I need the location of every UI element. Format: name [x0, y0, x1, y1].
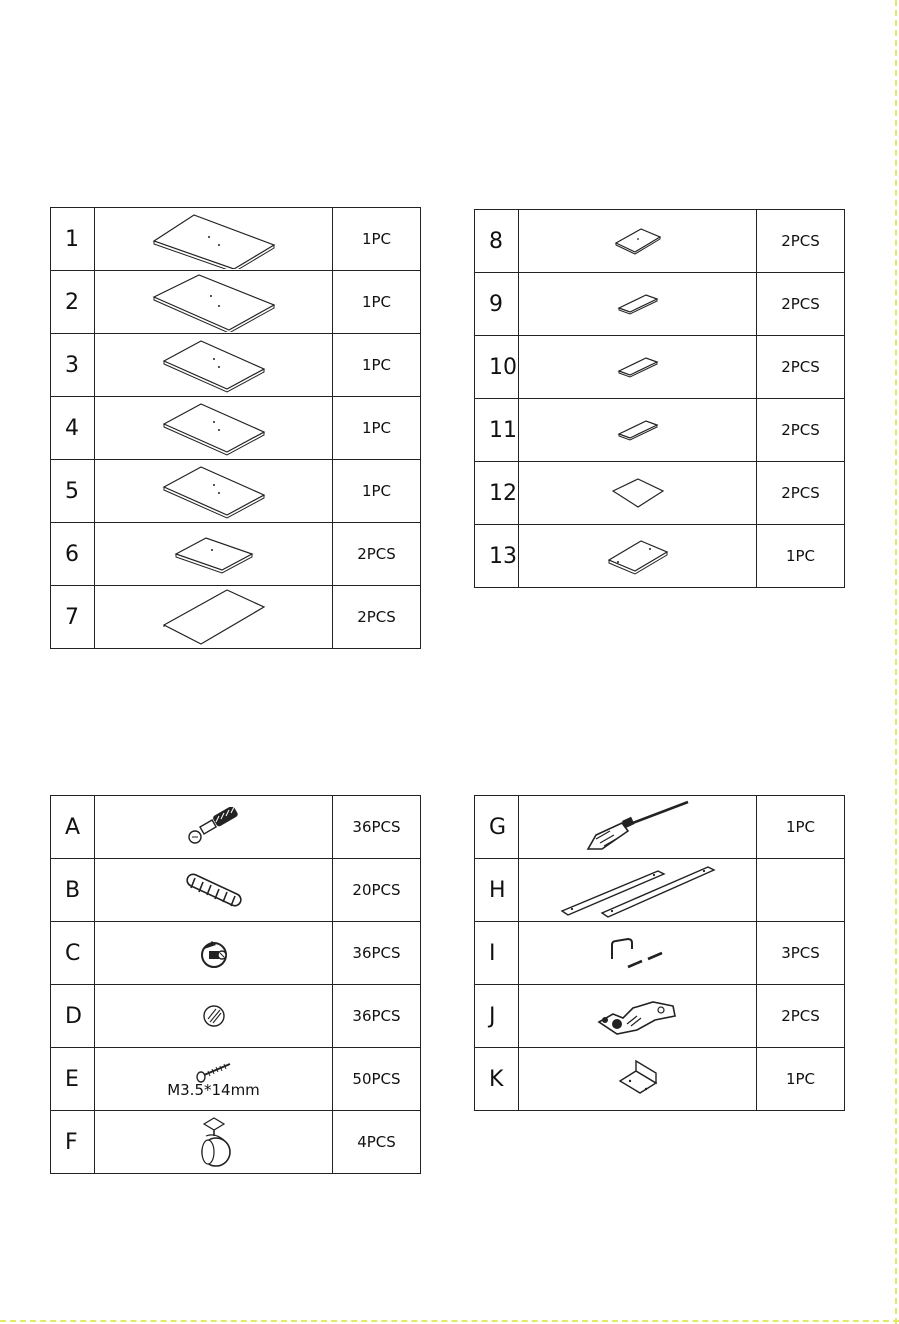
part-quantity: 2PCS — [757, 210, 845, 273]
table-row — [475, 985, 845, 1048]
strip-board-drawing — [519, 273, 757, 336]
part-quantity: 36PCS — [333, 922, 421, 985]
part-quantity: 1PC — [333, 460, 421, 523]
part-quantity: 1PC — [333, 397, 421, 460]
part-letter: B — [51, 859, 95, 922]
small-panel-drawing — [95, 523, 333, 586]
part-letter: G — [475, 796, 519, 859]
table-row — [51, 1048, 421, 1111]
part-number: 8 — [475, 210, 519, 273]
table-row — [475, 922, 845, 985]
table-row — [475, 462, 845, 525]
part-quantity: 4PCS — [333, 1111, 421, 1174]
strip-board-drawing — [519, 399, 757, 462]
square-sheet-drawing — [519, 462, 757, 525]
part-quantity: 1PC — [757, 1048, 845, 1111]
panels-table-right — [474, 209, 845, 588]
table-row — [475, 525, 845, 588]
part-letter: D — [51, 985, 95, 1048]
part-quantity: 2PCS — [333, 523, 421, 586]
table-row — [475, 273, 845, 336]
part-number: 2 — [51, 271, 95, 334]
cam-bolt-icon — [95, 796, 333, 859]
part-letter: J — [475, 985, 519, 1048]
part-quantity: 2PCS — [757, 273, 845, 336]
table-row — [475, 1048, 845, 1111]
page-edge-right — [895, 0, 897, 1324]
part-number: 3 — [51, 334, 95, 397]
thin-sheet-drawing — [95, 586, 333, 649]
handle-icon — [519, 922, 757, 985]
part-quantity — [757, 859, 845, 922]
table-row — [475, 336, 845, 399]
medium-panel-drawing — [95, 397, 333, 460]
part-quantity: 3PCS — [757, 922, 845, 985]
part-letter: I — [475, 922, 519, 985]
part-letter: A — [51, 796, 95, 859]
part-quantity: 20PCS — [333, 859, 421, 922]
part-quantity: 50PCS — [333, 1048, 421, 1111]
part-quantity: 2PCS — [757, 399, 845, 462]
part-number: 12 — [475, 462, 519, 525]
part-quantity: 2PCS — [757, 985, 845, 1048]
part-letter: E — [51, 1048, 95, 1111]
long-panel-drawing — [95, 271, 333, 334]
table-row — [51, 796, 421, 859]
table-row — [51, 271, 421, 334]
small-board-drawing — [519, 210, 757, 273]
hardware-table-left — [50, 795, 421, 1174]
part-quantity: 1PC — [333, 334, 421, 397]
part-number: 7 — [51, 586, 95, 649]
part-number: 11 — [475, 399, 519, 462]
hardware-table-right — [474, 795, 845, 1111]
screw-icon — [95, 1048, 333, 1111]
medium-panel-drawing — [95, 460, 333, 523]
medium-panel-drawing — [95, 334, 333, 397]
screw-size-label: M3.5*14mm — [167, 1081, 260, 1099]
part-letter: C — [51, 922, 95, 985]
table-row — [51, 397, 421, 460]
table-row — [51, 922, 421, 985]
part-quantity: 2PCS — [757, 462, 845, 525]
table-row — [51, 985, 421, 1048]
caster-wheel-icon — [95, 1111, 333, 1174]
part-quantity: 1PC — [333, 271, 421, 334]
screwdriver-icon — [519, 796, 757, 859]
cam-lock-icon — [95, 922, 333, 985]
table-row — [51, 334, 421, 397]
table-row — [475, 796, 845, 859]
angle-bracket-icon — [519, 1048, 757, 1111]
part-number: 5 — [51, 460, 95, 523]
part-quantity: 1PC — [757, 796, 845, 859]
table-row — [475, 859, 845, 922]
table-row — [51, 208, 421, 271]
table-row — [475, 399, 845, 462]
part-letter: K — [475, 1048, 519, 1111]
part-number: 9 — [475, 273, 519, 336]
part-quantity: 2PCS — [333, 586, 421, 649]
table-row — [51, 586, 421, 649]
part-quantity: 1PC — [333, 208, 421, 271]
part-number: 13 — [475, 525, 519, 588]
cover-cap-icon — [95, 985, 333, 1048]
strip-board-drawing — [519, 336, 757, 399]
table-row — [51, 460, 421, 523]
table-row — [51, 859, 421, 922]
part-letter: H — [475, 859, 519, 922]
panels-table-left — [50, 207, 421, 649]
part-quantity: 36PCS — [333, 796, 421, 859]
part-number: 4 — [51, 397, 95, 460]
table-row — [51, 1111, 421, 1174]
hinge-icon — [519, 985, 757, 1048]
table-row — [475, 210, 845, 273]
wooden-dowel-icon — [95, 859, 333, 922]
part-quantity: 2PCS — [757, 336, 845, 399]
part-letter: F — [51, 1111, 95, 1174]
part-quantity: 36PCS — [333, 985, 421, 1048]
part-number: 1 — [51, 208, 95, 271]
part-number: 6 — [51, 523, 95, 586]
part-quantity: 1PC — [757, 525, 845, 588]
long-panel-drawing — [95, 208, 333, 271]
small-board-drawing — [519, 525, 757, 588]
drawer-slide-icon — [519, 859, 757, 922]
page-edge-bottom — [0, 1320, 899, 1322]
part-number: 10 — [475, 336, 519, 399]
table-row — [51, 523, 421, 586]
